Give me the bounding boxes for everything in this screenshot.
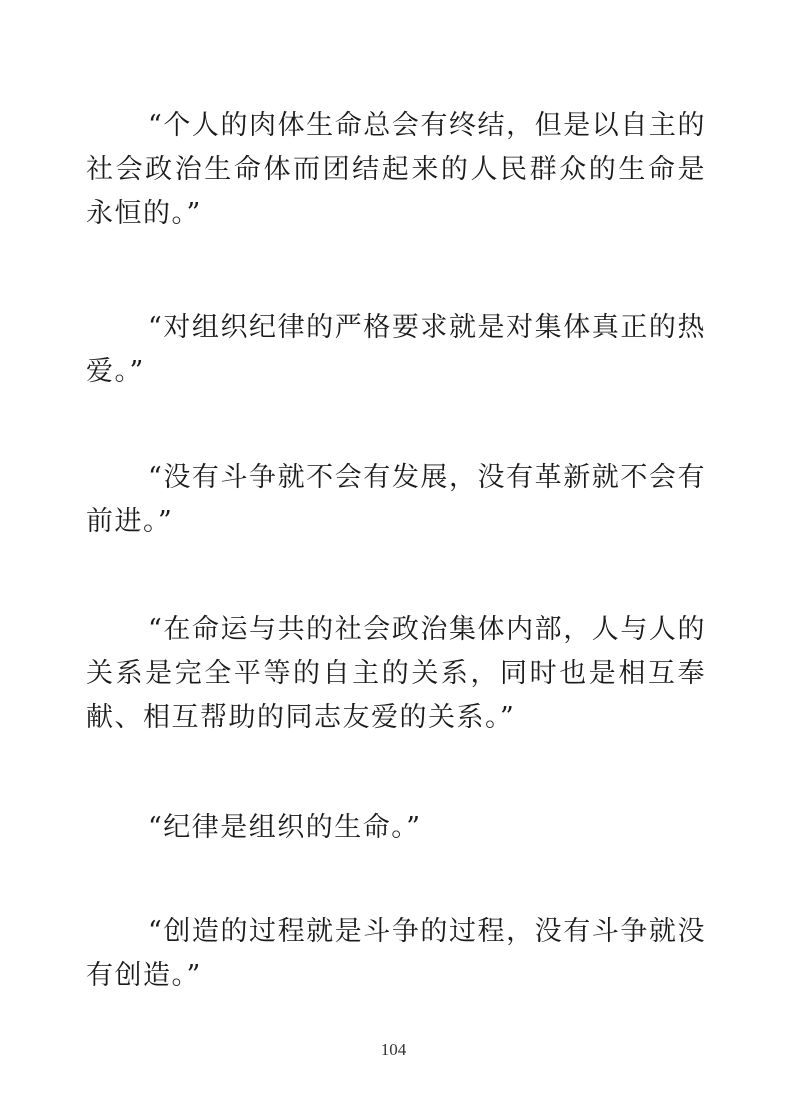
quote-paragraph: “没有斗争就不会有发展，没有革新就不会有前进。”	[86, 462, 706, 537]
quote-paragraph: “创造的过程就是斗争的过程，没有斗争就没有创造。”	[86, 916, 706, 991]
quote-paragraph: “在命运与共的社会政治集体内部，人与人的关系是完全平等的自主的关系，同时也是相互奉献、相互帮助的同志友爱的关系。”	[86, 614, 706, 733]
quote-paragraph: “纪律是组织的生命。”	[148, 812, 422, 843]
quote-paragraph: “对组织纪律的严格要求就是对集体真正的热爱。”	[86, 312, 706, 387]
quote-paragraph: “个人的肉体生命总会有终结，但是以自主的社会政治生命体而团结起来的人民群众的生命是永恒的。”	[86, 110, 706, 229]
page-number: 104	[380, 1040, 407, 1059]
